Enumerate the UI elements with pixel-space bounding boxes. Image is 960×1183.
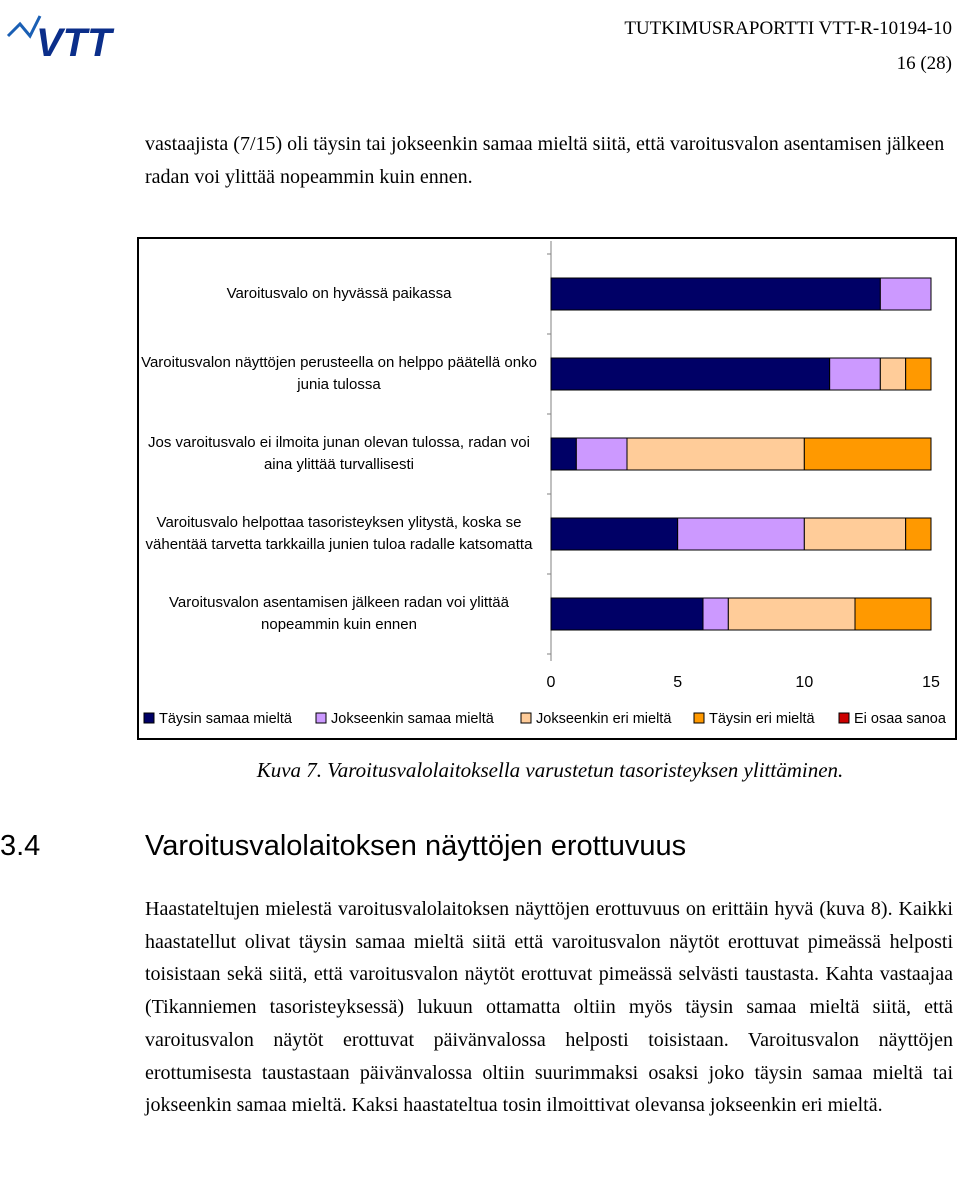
bar-segment: [880, 358, 905, 390]
x-tick-label: 15: [922, 674, 940, 691]
category-label: Varoitusvalo helpottaa tasoristeyksen ylitystä, koska se vähentää tarvetta tarkkailla junien tuloa radalle katsomatta: [145, 514, 533, 553]
intro-paragraph: vastaajista (7/15) oli täysin tai jokseenkin samaa mieltä siitä, että varoitusvalon asentamisen jälkeen radan voi ylittää nopeammin kuin ennen.: [145, 133, 945, 188]
section-title: Varoitusvalolaitoksen näyttöjen erottuvuus: [145, 830, 687, 862]
bar-segment: [830, 358, 881, 390]
section-number: 3.4: [0, 830, 41, 862]
legend-label: Täysin eri mieltä: [709, 711, 815, 727]
bar-segment: [551, 518, 678, 550]
bar-segment: [906, 518, 931, 550]
bar-segment: [627, 438, 804, 470]
legend-swatch: [521, 713, 531, 723]
bar-segment: [551, 598, 703, 630]
stacked-bar-chart: [139, 239, 955, 738]
legend-label: Jokseenkin eri mieltä: [536, 711, 672, 727]
bar-segment: [551, 278, 880, 310]
legend-swatch: [694, 713, 704, 723]
x-tick-label: 10: [795, 674, 814, 691]
page-number: 16 (28): [896, 53, 952, 74]
report-id: TUTKIMUSRAPORTTI VTT-R-10194-10: [624, 18, 952, 39]
chart-container: [137, 237, 957, 740]
figure-caption: Kuva 7. Varoitusvalolaitoksella varustetun tasoristeyksen ylittäminen.: [256, 758, 844, 782]
bar-segment: [728, 598, 855, 630]
x-tick-label: 5: [673, 674, 683, 691]
category-label: Varoitusvalon näyttöjen perusteella on helppo päätellä onko junia tulossa: [141, 354, 537, 393]
bar-segment: [804, 438, 931, 470]
legend-swatch: [316, 713, 326, 723]
legend-label: Jokseenkin samaa mieltä: [331, 711, 494, 727]
x-tick-label: 0: [546, 674, 556, 691]
bar-segment: [551, 438, 576, 470]
legend-label: Täysin samaa mieltä: [159, 711, 292, 727]
vtt-logo-text: VTT: [36, 21, 112, 62]
bar-segment: [906, 358, 931, 390]
bar-segment: [880, 278, 931, 310]
bar-segment: [855, 598, 931, 630]
legend-swatch: [839, 713, 849, 723]
bar-segment: [678, 518, 805, 550]
bar-segment: [703, 598, 728, 630]
category-label: Varoitusvalo on hyvässä paikassa: [226, 285, 452, 302]
bar-segment: [804, 518, 905, 550]
bar-segment: [551, 358, 830, 390]
category-label: Jos varoitusvalo ei ilmoita junan olevan tulossa, radan voi aina ylittää turvallisesti: [148, 434, 530, 473]
vtt-logo: [6, 6, 156, 62]
bar-segment: [576, 438, 627, 470]
category-label: Varoitusvalon asentamisen jälkeen radan voi ylittää nopeammin kuin ennen: [169, 594, 509, 633]
legend-swatch: [144, 713, 154, 723]
legend-label: Ei osaa sanoa: [854, 711, 946, 727]
body-paragraph: Haastateltujen mielestä varoitusvalolaitoksen näyttöjen erottuvuus on erittäin hyvä (kuva 8). Kaikki haastatellut olivat täysin samaa mieltä siitä että varoitusvalon näytöt erottuvat pimeässä helposti toisistaan sekä siitä, että varoitusvalon näytöt erottuvat pimeässä selvästi taustasta. Kahta vastaajaa (Tikanniemen tasoristeyksessä) lukuun ottamatta oltiin myös täysin samaa mieltä siitä, että varoitusvalon näytöt erottuvat päivänvalossa helposti toisistaan. Varoitusvalon näyttöjen erottumisesta taustastaan päivänvalossa oltiin suurimmaksi osaksi joko täysin samaa mieltä tai jokseenkin samaa mieltä. Kaksi haastateltua tosin ilmoittivat olevansa jokseenkin eri mieltä.: [145, 898, 953, 1117]
